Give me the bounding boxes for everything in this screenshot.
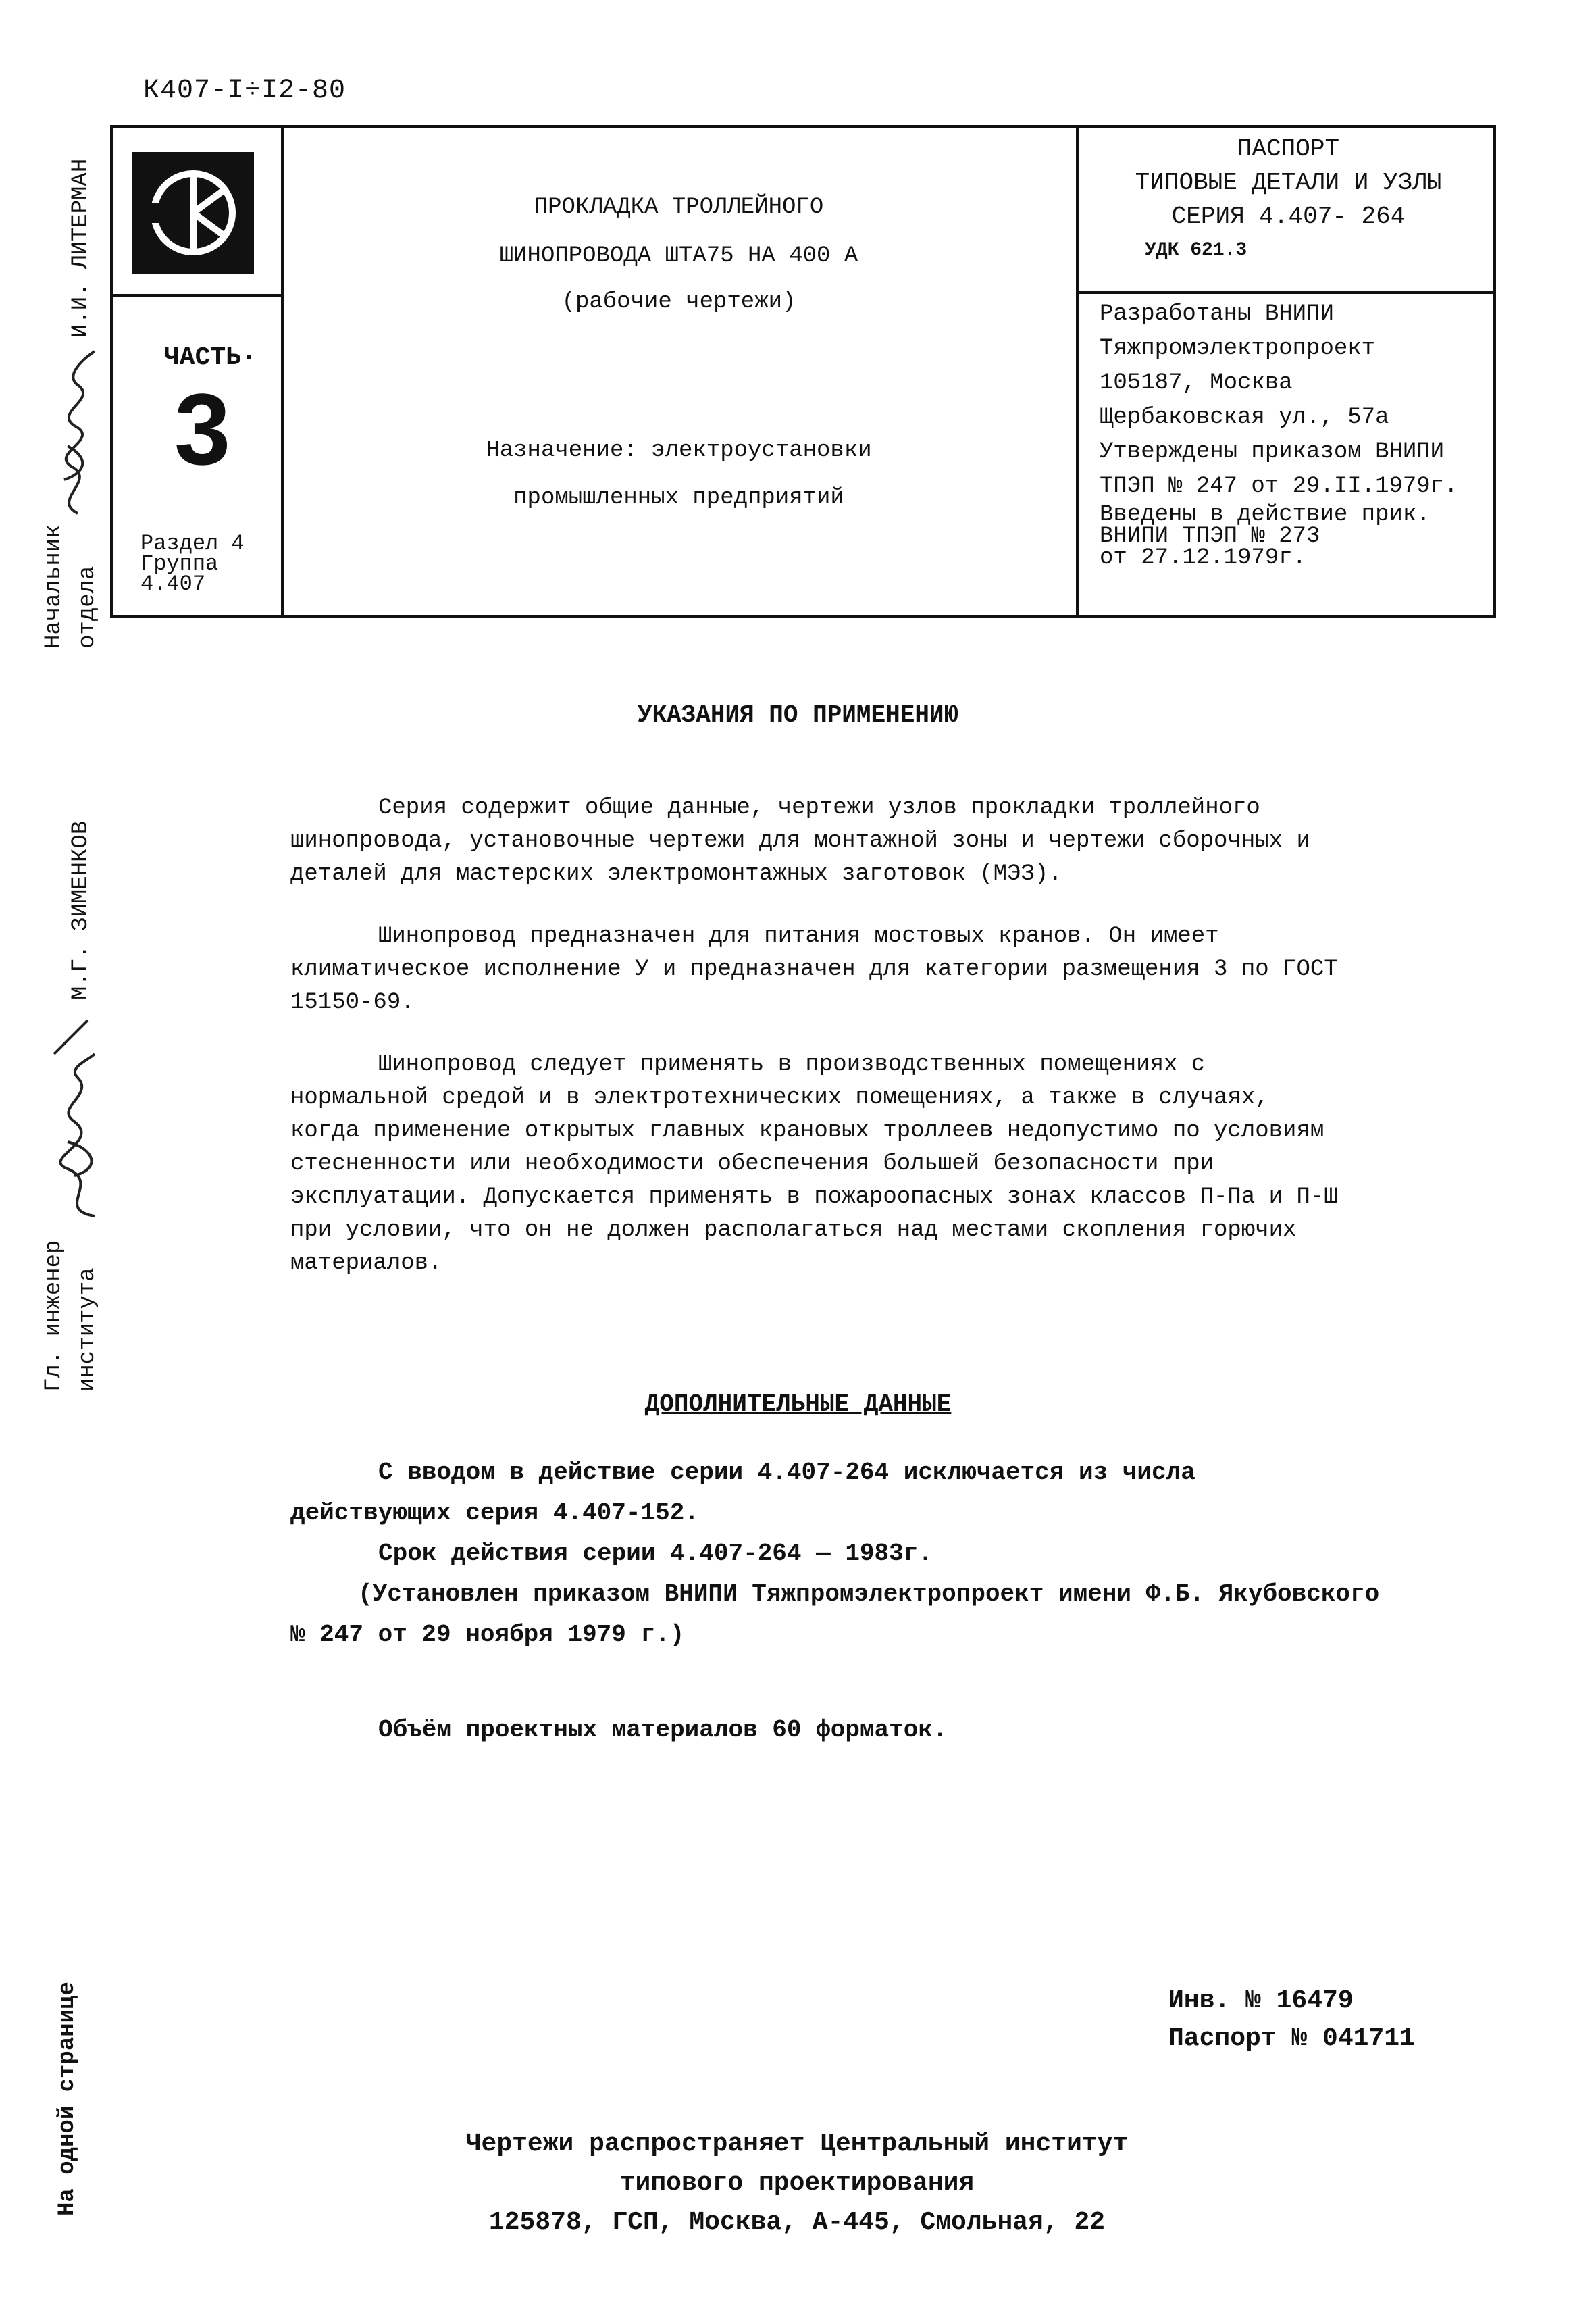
ck-logo-glyph — [143, 162, 244, 263]
head-signature-icon — [37, 345, 118, 520]
purpose-line-2: промышленных предприятий — [513, 485, 844, 511]
passport-line-3: СЕРИЯ 4.407- 264 — [1171, 203, 1406, 230]
developer-line-5: Утверждены приказом ВНИПИ — [1100, 439, 1445, 465]
developer-line-2: Тяжпромэлектропроект — [1100, 336, 1376, 361]
title-line-2: ШИНОПРОВОДА ШТА75 НА 400 А — [499, 243, 858, 269]
enacted-line-2: ВНИПИ ТПЭП № 273 — [1100, 524, 1320, 549]
group-label: Группа — [140, 551, 219, 576]
engineer-name: М.Г. ЗИМЕНКОВ — [68, 820, 94, 1000]
additional-line-1: С вводом в действие серии 4.407-264 исключается из числа — [378, 1459, 1195, 1486]
section-info — [140, 531, 244, 597]
additional-block — [290, 1453, 1391, 1655]
developer-info — [1100, 297, 1505, 569]
developer-line-4: Щербаковская ул., 57а — [1100, 405, 1389, 430]
passport-line-2: ТИПОВЫЕ ДЕТАЛИ И УЗЛЫ — [1135, 169, 1442, 197]
head-title-2: отдела — [75, 565, 101, 649]
paragraph-1-text: Серия содержит общие данные, чертежи узлов прокладки троллейного шинопровода, установочные чертежи для монтажной зоны и чертежи сборочных и деталей для мастерских электромонтажных заготовок (МЭЗ). — [290, 795, 1310, 887]
developer-line-1: Разработаны ВНИПИ — [1100, 301, 1334, 327]
distributor-line-2: типового проектирования — [619, 2169, 975, 2198]
instructions-paragraph-2 — [290, 920, 1344, 1020]
engineer-signature-icon — [27, 1013, 128, 1230]
additional-line-2: действующих серия 4.407-152. — [290, 1499, 699, 1527]
distributor-line-1: Чертежи распространяет Центральный институт — [465, 2130, 1129, 2159]
instructions-paragraph-1 — [290, 792, 1344, 891]
section-label: Раздел 4 — [140, 531, 244, 556]
title-line-1: ПРОКЛАДКА ТРОЛЛЕЙНОГО — [534, 195, 824, 220]
additional-line-3: Срок действия серии 4.407-264 — 1983г. — [378, 1540, 933, 1567]
engineer-title-1: Гл. инженер — [41, 1240, 67, 1392]
head-name: И.И. ЛИТЕРМАН — [68, 158, 94, 338]
developer-line-6: ТПЭП № 247 от 29.II.1979г. — [1100, 474, 1458, 499]
volume-note: Объём проектных материалов 60 форматок. — [378, 1716, 948, 1744]
document-code: К407-I÷I2-80 — [143, 76, 346, 106]
engineer-title-2: института — [75, 1267, 101, 1392]
stamp-divider-logo — [113, 294, 281, 297]
group-number: 4.407 — [140, 572, 206, 597]
part-number: 3 — [174, 372, 231, 486]
purpose-line-1: Назначение: электроустановки — [486, 438, 872, 463]
part-label: ЧАСТЬ· — [164, 343, 257, 372]
distributor-block — [257, 2125, 1337, 2242]
enacted-line-1: Введены в действие прик. — [1100, 502, 1431, 528]
passport-box — [1084, 128, 1493, 291]
instructions-paragraph-3 — [290, 1049, 1344, 1280]
title-line-3: (рабочие чертежи) — [561, 289, 796, 315]
title-stamp — [110, 125, 1496, 618]
stamp-divider-right — [1076, 128, 1079, 615]
paragraph-3-text: Шинопровод следует применять в производственных помещениях с нормальной средой и в электротехнических помещениях, а также в случаях, когда применение открытых главных крановых троллеев недопустимо по условиям стесненности или необходимости обеспечения большей безопасности при эксплуатации. Допускается применять в пожароопасных зонах классов П-Па и П-Ш при условии, что он не должен располагаться над местами скопления горючих материалов. — [290, 1052, 1338, 1276]
additional-line-5: № 247 от 29 ноября 1979 г.) — [290, 1621, 685, 1649]
inventory-number: Инв. № 16479 — [1168, 1986, 1354, 2015]
paragraph-2-text: Шинопровод предназначен для питания мостовых кранов. Он имеет климатическое исполнение У и предназначен для категории размещения 3 по ГОСТ 15150-69. — [290, 924, 1338, 1015]
single-page-note: На одной странице — [55, 1982, 80, 2216]
additional-line-4: (Установлен приказом ВНИПИ Тяжпромэлектропроект имени Ф.Б. Якубовского — [358, 1580, 1380, 1608]
stamp-divider-passport — [1076, 291, 1493, 294]
developer-line-3: 105187, Москва — [1100, 370, 1293, 396]
instructions-heading: УКАЗАНИЯ ПО ПРИМЕНЕНИЮ — [637, 701, 959, 729]
registry-block — [1168, 1982, 1415, 2058]
enacted-line-3: от 27.12.1979г. — [1100, 545, 1307, 571]
passport-line-1: ПАСПОРТ — [1237, 135, 1340, 163]
ck-logo-icon — [132, 152, 254, 274]
udc-code: УДК 621.3 — [1145, 240, 1247, 261]
passport-number: Паспорт № 041711 — [1168, 2024, 1415, 2053]
head-title-1: Начальник — [41, 524, 67, 649]
additional-heading: ДОПОЛНИТЕЛЬНЫЕ ДАННЫЕ — [644, 1390, 952, 1418]
distributor-line-3: 125878, ГСП, Москва, А-445, Смольная, 22 — [488, 2208, 1106, 2237]
